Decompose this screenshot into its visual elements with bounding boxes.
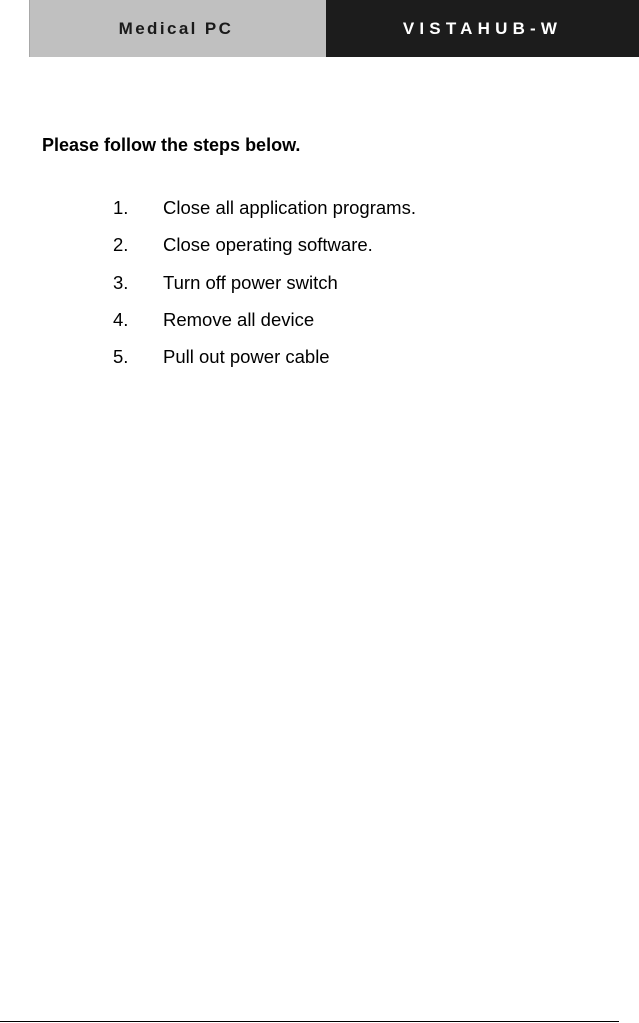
- header-right-title: VISTAHUB-W: [402, 18, 563, 38]
- step-number: 5.: [113, 346, 129, 368]
- step-number: 3.: [113, 271, 129, 293]
- step-text: Turn off power switch: [163, 271, 338, 293]
- header-product-category: [29, 0, 326, 57]
- header-model-name: [326, 0, 639, 57]
- step-number: 2.: [113, 234, 129, 256]
- step-number: 1.: [113, 197, 129, 218]
- header-left-title: Medical PC: [118, 18, 234, 38]
- instructions-intro: Please follow the steps below.: [42, 135, 301, 155]
- list-item: [113, 345, 416, 382]
- list-item: [113, 271, 416, 308]
- list-item: [113, 196, 416, 233]
- step-text: Close all application programs.: [163, 197, 416, 218]
- step-text: Close operating software.: [163, 234, 373, 256]
- step-number: 4.: [113, 308, 129, 330]
- step-text: Remove all device: [163, 308, 315, 330]
- footer-divider: [0, 1021, 619, 1022]
- shutdown-steps-list: [113, 196, 416, 382]
- step-text: Pull out power cable: [163, 346, 330, 368]
- page-header: [29, 0, 639, 57]
- list-item: [113, 233, 416, 270]
- list-item: [113, 308, 416, 345]
